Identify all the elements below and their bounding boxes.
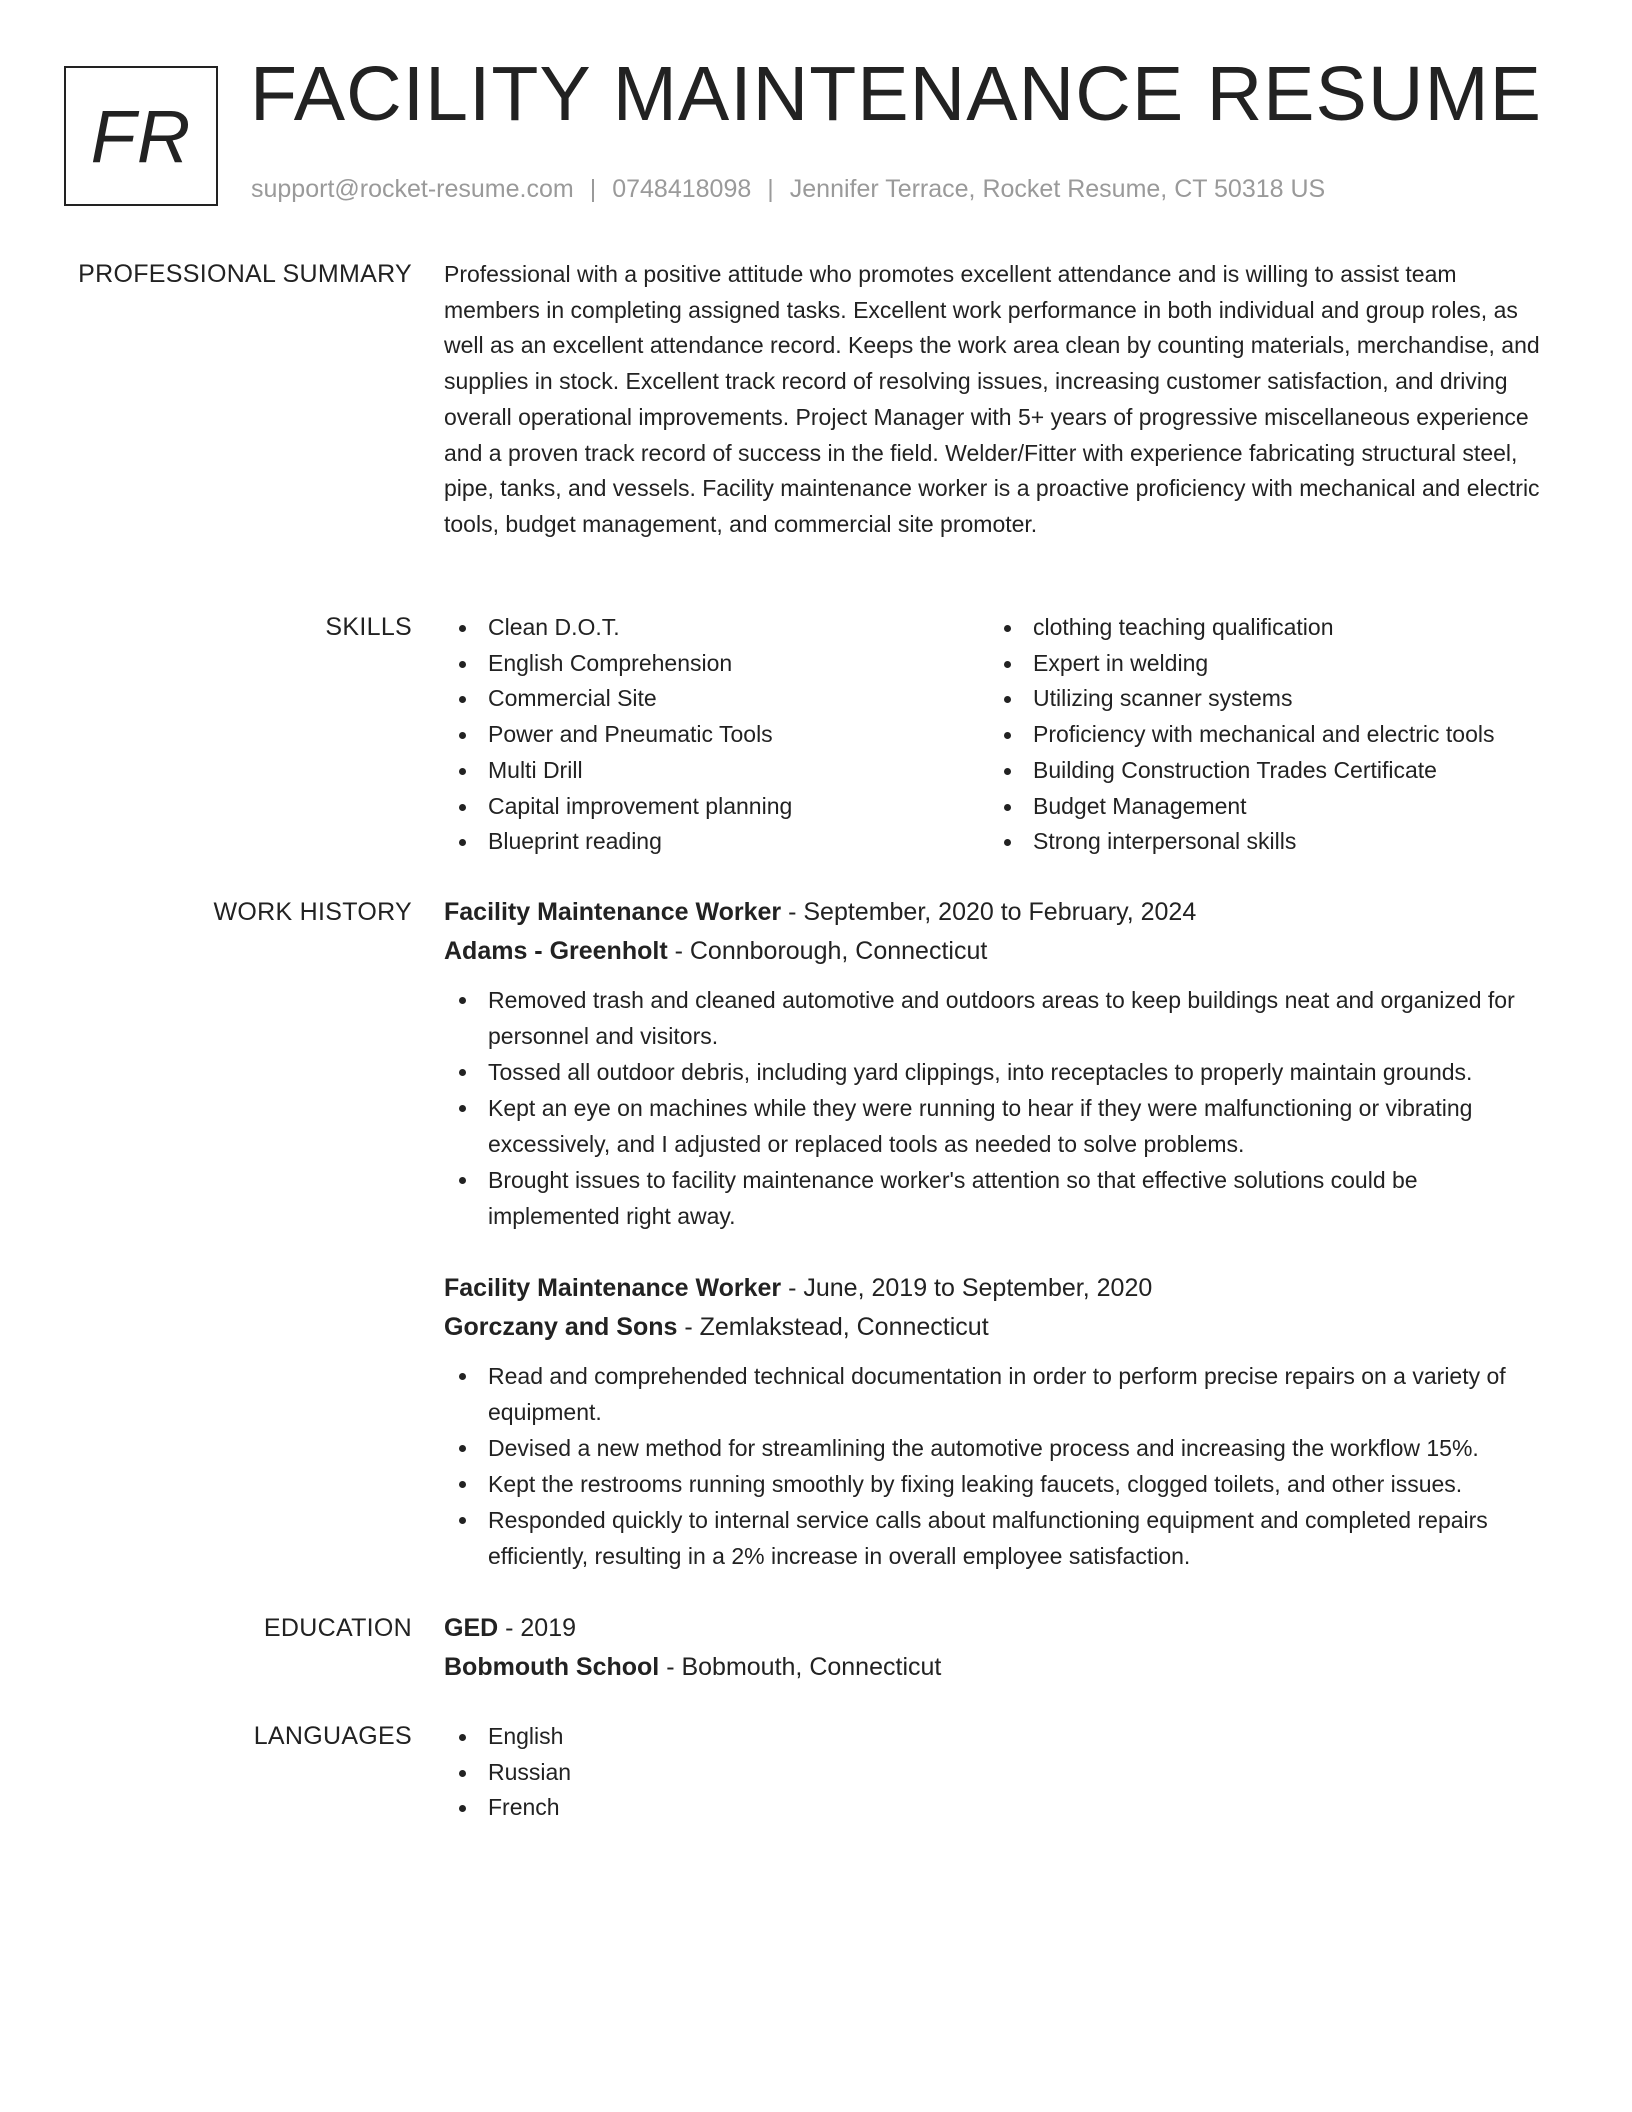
- education-school: Bobmouth School: [444, 1653, 660, 1681]
- skills-column-right: [989, 610, 1534, 860]
- skill-item: Clean D.O.T.: [444, 610, 989, 646]
- languages-list: [444, 1719, 1554, 1826]
- skill-item: Commercial Site: [444, 681, 989, 717]
- job-duty: Kept the restrooms running smoothly by fixing leaking faucets, clogged toilets, and other issues.: [444, 1466, 1554, 1502]
- skills-list: [444, 610, 989, 860]
- skills-column-left: [444, 610, 989, 860]
- job-duty: Removed trash and cleaned automotive and outdoors areas to keep buildings neat and organized for personnel and visitors.: [444, 982, 1554, 1054]
- summary-text: Professional with a positive attitude who promotes excellent attendance and is willing to assist team members in completing assigned tasks. Excellent work performance in both individual and group roles, as well as an excellent attendance record. Keeps the work area clean by counting materials, merchandise, and supplies in stock. Excellent track record of resolving issues, increasing customer satisfaction, and driving overall operational improvements. Project Manager with 5+ years of progressive miscellaneous experience and a proven track record of success in the field. Welder/Fitter with experience fabricating structural steel, pipe, tanks, and vessels. Facility maintenance worker is a proactive proficiency with mechanical and electric tools, budget management, and commercial site promoter.: [444, 261, 1540, 537]
- job-company: Adams - Greenholt: [444, 937, 668, 965]
- skills-list: [989, 610, 1534, 860]
- job-company-line: [444, 1308, 1554, 1347]
- skills-heading: SKILLS: [325, 613, 412, 641]
- education-degree-line: [444, 1609, 1554, 1648]
- monogram-logo: FR: [64, 66, 218, 206]
- contact-address: Jennifer Terrace, Rocket Resume, CT 50318 US: [789, 175, 1326, 203]
- contact-phone: 0748418098: [612, 175, 752, 203]
- skill-item: Power and Pneumatic Tools: [444, 717, 989, 753]
- skill-item: clothing teaching qualification: [989, 610, 1534, 646]
- work-history-heading: WORK HISTORY: [213, 898, 412, 926]
- job-duty: Brought issues to facility maintenance worker's attention so that effective solutions could be implemented right away.: [444, 1162, 1554, 1234]
- summary-heading: PROFESSIONAL SUMMARY: [78, 260, 412, 288]
- language-item: French: [444, 1790, 1554, 1826]
- contact-separator: |: [589, 175, 597, 203]
- skill-item: Utilizing scanner systems: [989, 681, 1534, 717]
- resume-title: FACILITY MAINTENANCE RESUME: [250, 51, 1543, 137]
- skills-body: [444, 610, 1554, 860]
- skill-item: Building Construction Trades Certificate: [989, 753, 1534, 789]
- job-company: Gorczany and Sons: [444, 1313, 678, 1341]
- skill-item: Strong interpersonal skills: [989, 824, 1534, 860]
- job-duty: Devised a new method for streamlining the automotive process and increasing the workflow 15%.: [444, 1430, 1554, 1466]
- job-duties-list: [444, 982, 1554, 1234]
- education-year: - 2019: [498, 1614, 577, 1642]
- job-duty: Kept an eye on machines while they were running to hear if they were malfunctioning or vibrating excessively, and I adjusted or replaced tools as needed to solve problems.: [444, 1090, 1554, 1162]
- job-title-line: [444, 893, 1554, 932]
- education-location: - Bobmouth, Connecticut: [659, 1653, 942, 1681]
- job-company-line: [444, 932, 1554, 971]
- education-heading: EDUCATION: [263, 1614, 412, 1642]
- education-school-line: [444, 1648, 1554, 1687]
- education-entry: [444, 1609, 1554, 1687]
- contact-email: support@rocket-resume.com: [251, 175, 574, 203]
- job-duty: Read and comprehended technical documentation in order to perform precise repairs on a variety of equipment.: [444, 1358, 1554, 1430]
- education-degree: GED: [444, 1614, 499, 1642]
- job-entry: [444, 893, 1554, 1234]
- languages-heading: LANGUAGES: [253, 1722, 412, 1750]
- skill-item: Multi Drill: [444, 753, 989, 789]
- job-entry: [444, 1269, 1554, 1574]
- skill-item: Expert in welding: [989, 646, 1534, 682]
- job-title: Facility Maintenance Worker: [444, 898, 782, 926]
- contact-line: [251, 175, 1325, 204]
- skill-item: Blueprint reading: [444, 824, 989, 860]
- job-dates: - June, 2019 to September, 2020: [781, 1274, 1153, 1302]
- language-item: Russian: [444, 1755, 1554, 1791]
- skill-item: Budget Management: [989, 789, 1534, 825]
- job-duty: Responded quickly to internal service calls about malfunctioning equipment and completed repairs efficiently, resulting in a 2% increase in overall employee satisfaction.: [444, 1502, 1554, 1574]
- language-item: English: [444, 1719, 1554, 1755]
- summary-body: [444, 257, 1554, 543]
- skill-item: Proficiency with mechanical and electric tools: [989, 717, 1534, 753]
- job-location: - Zemlakstead, Connecticut: [677, 1313, 989, 1341]
- skill-item: Capital improvement planning: [444, 789, 989, 825]
- job-duties-list: [444, 1358, 1554, 1574]
- languages-body: [444, 1719, 1554, 1826]
- skill-item: English Comprehension: [444, 646, 989, 682]
- job-location: - Connborough, Connecticut: [667, 937, 988, 965]
- job-title: Facility Maintenance Worker: [444, 1274, 782, 1302]
- contact-separator: |: [767, 175, 774, 203]
- job-duty: Tossed all outdoor debris, including yard clippings, into receptacles to properly maintain grounds.: [444, 1054, 1554, 1090]
- job-dates: - September, 2020 to February, 2024: [781, 898, 1197, 926]
- job-title-line: [444, 1269, 1554, 1308]
